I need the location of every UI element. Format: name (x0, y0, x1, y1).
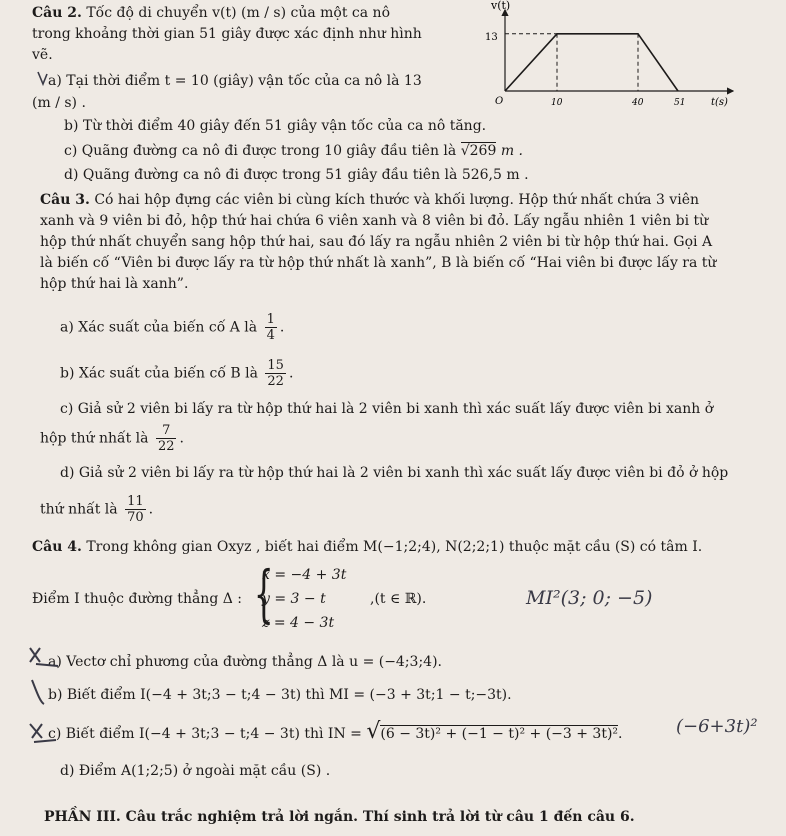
system-equation-y: y = 3 − t (262, 591, 326, 607)
q3-option-d-line-1: d) Giả sử 2 viên bi lấy ra từ hộp thứ hai là 2 viên bi xanh thì xác suất lấy được viên bi đỏ ở hộp (60, 465, 729, 481)
q4-option-b: b) Biết điểm I(−4 + 3t;3 − t;4 − 3t) thì MI = (−3 + 3t;1 − t;−3t). (48, 687, 512, 703)
fraction-numerator: 1 (266, 312, 275, 327)
q3-option-c-line-2: hộp thứ nhất là $\frac{7}{22}$ . (40, 423, 184, 454)
q3-option-a: a) Xác suất của biến cố A là $\frac{1}{4}$ . (60, 312, 285, 343)
q3-intro-line-4: là biến cố “Viên bi được lấy ra từ hộp thứ nhất là xanh”, B là biến cố “Hai viên bi được lấy ra từ (40, 255, 717, 271)
graph-y-label: v(t) (491, 0, 511, 12)
pen-mark-q4b (32, 680, 44, 704)
q4-title: Câu 4. (32, 539, 82, 555)
graph-x-label: t(s) (711, 97, 728, 108)
q4-option-c-text: c) Biết điểm I(−4 + 3t;3 − t;4 − 3t) thì IN = (48, 726, 362, 742)
q2-option-d: d) Quãng đường ca nô đi được trong 51 giây đầu tiên là 526,5 m . (64, 167, 529, 183)
q2-option-a-line-2: (m / s) . (32, 95, 86, 111)
q2-intro-line-3: vẽ. (32, 47, 53, 63)
pen-mark-q4c (30, 724, 56, 742)
q3-intro-line-5: hộp thứ hai là xanh”. (40, 276, 189, 292)
fraction-numerator: 15 (267, 358, 284, 373)
part-3-heading: PHẦN III. Câu trắc nghiệm trả lời ngắn. Thí sinh trả lời từ câu 1 đến câu 6. (44, 809, 635, 825)
fraction-denominator: 70 (127, 510, 144, 525)
q2-option-b: b) Từ thời điểm 40 giây đến 51 giây vận tốc của ca nô tăng. (64, 118, 487, 134)
graph-y-tick-13: 13 (485, 32, 498, 43)
system-equation-z: z = 4 − 3t (262, 615, 335, 631)
q3-option-c-line-1: c) Giả sử 2 viên bi lấy ra từ hộp thứ hai là 2 viên bi xanh thì xác suất lấy được viên bi xanh ở (60, 401, 714, 417)
fraction-denominator: 4 (266, 328, 275, 343)
q4-intro-text: Trong không gian Oxyz , biết hai điểm M(−1;2;4), N(2;2;1) thuộc mặt cầu (S) có tâm I. (81, 539, 703, 555)
q2-title: Câu 2. (32, 5, 82, 21)
q3-option-d-line-2: thứ nhất là $\frac{11}{70}$ . (40, 494, 154, 525)
q3-intro-1: Có hai hộp đựng các viên bi cùng kích thước và khối lượng. Hộp thứ nhất chứa 3 viên (89, 192, 699, 208)
fraction-numerator: 11 (127, 494, 144, 509)
q3-option-c-text: hộp thứ nhất là (40, 430, 149, 447)
sqrt-sign: √ (366, 719, 381, 744)
graph-x-tick-51: 51 (674, 98, 686, 108)
q4-option-c: c) Biết điểm I(−4 + 3t;3 − t;4 − 3t) thì IN = √(6 − 3t)² + (−1 − t)² + (−3 + 3t)². (48, 719, 623, 744)
q3-intro-line-2: xanh và 9 viên bi đỏ, hộp thứ hai chứa 6 viên xanh và 8 viên bi đỏ. Lấy ngẫu nhiên 1 viên bi từ (40, 213, 709, 229)
q2-option-c-value: √269 (460, 143, 497, 159)
pen-mark-q4a (30, 648, 58, 666)
q3-option-d-text: thứ nhất là (40, 501, 118, 518)
q4-option-d: d) Điểm A(1;2;5) ở ngoài mặt cầu (S) . (60, 763, 331, 779)
q4-line-prefix: Điểm I thuộc đường thẳng Δ : (32, 591, 243, 607)
q3-option-a-text: a) Xác suất của biến cố A là (60, 319, 258, 336)
q2-option-c-text: c) Quãng đường ca nô đi được trong 10 giây đầu tiên là (64, 143, 457, 159)
graph-x-tick-40: 40 (632, 98, 644, 108)
handwritten-note-1: MI²(3; 0; −5) (526, 587, 653, 609)
system-brace: { (253, 557, 274, 630)
fraction-denominator: 22 (267, 374, 284, 389)
graph-origin: O (495, 96, 504, 107)
handwritten-note-2: (−6+3t)² (676, 716, 758, 737)
graph-x-tick-10: 10 (551, 98, 563, 108)
q2-intro-line-2: trong khoảng thời gian 51 giây được xác định như hình (32, 26, 422, 42)
q3-option-b-text: b) Xác suất của biến cố B là (60, 365, 258, 382)
q2-intro-1: Tốc độ di chuyển v(t) (m / s) của một ca nô (81, 5, 391, 21)
system-domain: ,(t ∈ ℝ). (370, 591, 427, 607)
pen-mark-q2a (38, 72, 47, 84)
q2-option-a-line-1: a) Tại thời điểm t = 10 (giây) vận tốc của ca nô là 13 (48, 73, 422, 89)
fraction-denominator: 22 (157, 439, 175, 454)
fraction-numerator: 7 (156, 423, 177, 439)
q4-option-a: a) Vectơ chỉ phương của đường thẳng Δ là u = (−4;3;4). (48, 654, 443, 670)
q3-title: Câu 3. (40, 192, 90, 208)
q2-option-c-unit: m . (496, 143, 524, 159)
q3-intro-line-3: hộp thứ nhất chuyển sang hộp thứ hai, sau đó lấy ra ngẫu nhiên 2 viên bi từ hộp thứ hai. Gọi A (40, 234, 713, 250)
q3-option-b: b) Xác suất của biến cố B là $\frac{15}{22}$ . (60, 358, 294, 389)
system-equation-x: x = −4 + 3t (262, 567, 347, 583)
q4-option-c-sqrt: (6 − 3t)² + (−1 − t)² + (−3 + 3t)² (380, 726, 619, 742)
